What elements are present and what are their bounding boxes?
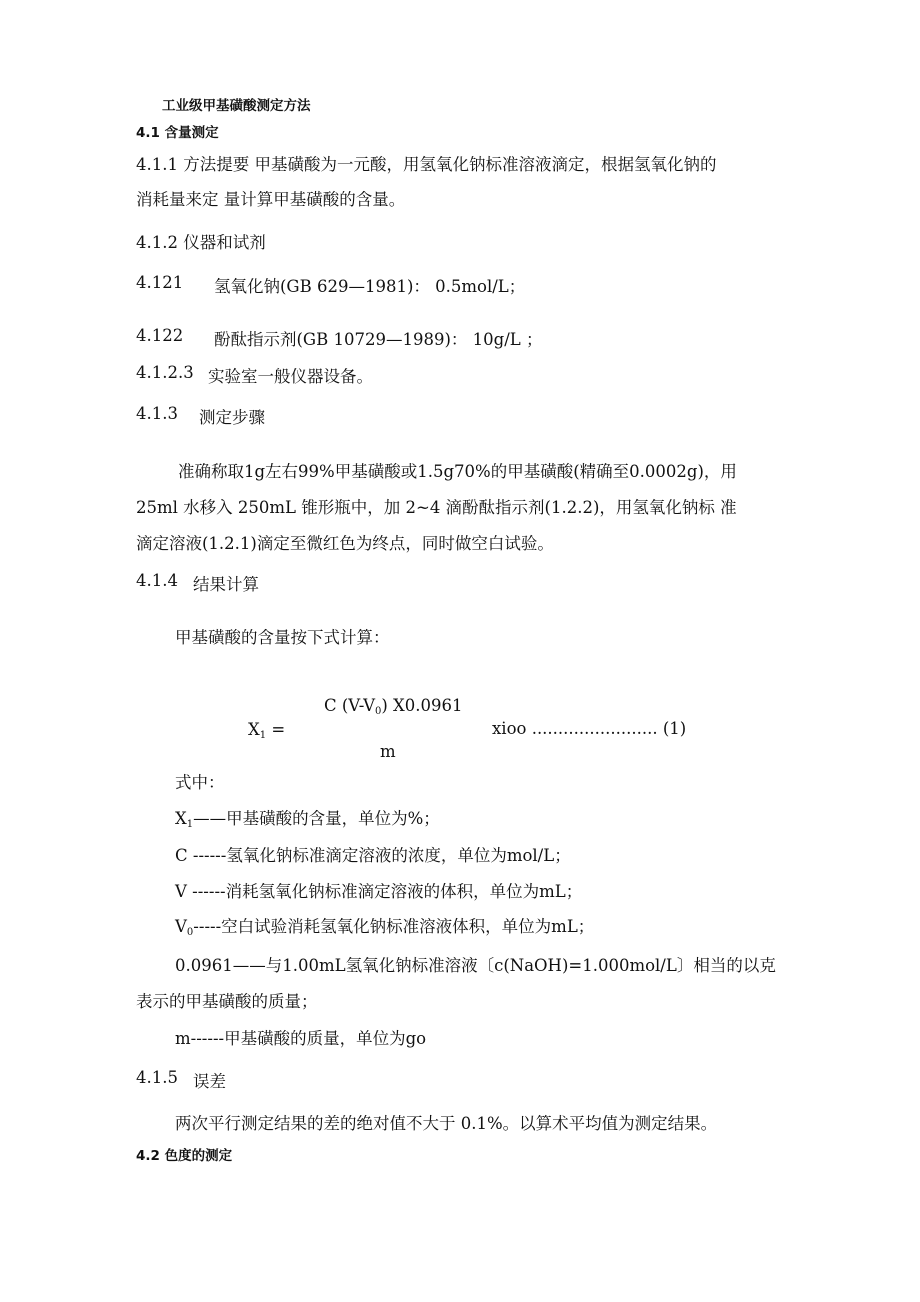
formula-numerator: C $(V-V_0)$ X0.0961 [324, 696, 463, 717]
procedure-line-3: 滴定溶液(1.2.1)滴定至微红色为终点，同时做空白试验。 [136, 534, 554, 553]
error-statement: 两次平行测定结果的差的绝对值不大于 0.1%。以算术平均值为测定结果。 [175, 1114, 718, 1133]
subsection-4-1-3-title: 测定步骤 [199, 408, 265, 427]
definition-v: V ------消耗氢氧化钠标准滴定溶液的体积，单位为mL； [175, 882, 583, 901]
item-4121-number: 4.121 [136, 273, 184, 292]
item-4123-text: 实验室一般仪器设备。 [208, 367, 373, 386]
definition-m: m------甲基磺酸的质量，单位为go [175, 1029, 427, 1048]
method-summary-line-2: 消耗量来定 量计算甲基磺酸的含量。 [136, 190, 406, 209]
definition-v0: $V_0-----$空白试验消耗氢氧化钠标准溶液体积，单位为mL； [175, 917, 595, 938]
method-summary-line-1: 4.1.1 方法提要 甲基磺酸为一元酸，用氢氧化钠标准溶液滴定，根据氢氧化钠的 [136, 155, 717, 174]
document-title: 工业级甲基磺酸测定方法 [162, 98, 311, 114]
subsection-4-1-2-heading: 4.1.2 仪器和试剂 [136, 233, 266, 252]
definition-x1: $X_1——$甲基磺酸的含量，单位为%； [175, 809, 440, 830]
subsection-4-1-4-title: 结果计算 [193, 575, 259, 594]
formula-lhs: $X_1$ = [248, 720, 286, 741]
subsection-4-1-3-number: 4.1.3 [136, 404, 178, 423]
where-label: 式中： [175, 773, 225, 792]
calculation-intro: 甲基磺酸的含量按下式计算： [175, 628, 390, 647]
definition-constant-line-1: 0.0961——与1.00mL氢氧化钠标准溶液〔c(NaOH)=1.000mol/L〕相当的以克 [175, 956, 776, 975]
definition-c: C ------氢氧化钠标准滴定溶液的浓度，单位为mol/L； [175, 846, 571, 865]
item-4121-text: 氢氧化钠(GB 629—1981)： 0.5mol/L； [214, 277, 526, 296]
item-4122-text: 酚酞指示剂(GB 10729—1989)： 10g/L ； [214, 330, 543, 349]
section-heading-4-2: 4.2 色度的测定 [136, 1148, 233, 1164]
formula-equation-number: xioo ........................ (1) [492, 719, 687, 738]
procedure-line-2: 25ml 水移入 250mL 锥形瓶中，加 2~4 滴酚酞指示剂(1.2.2)，用氢氧化钠标 准 [136, 498, 737, 517]
item-4123-number: 4.1.2.3 [136, 363, 194, 382]
subsection-4-1-4-number: 4.1.4 [136, 571, 178, 590]
definition-constant-line-2: 表示的甲基磺酸的质量； [136, 992, 318, 1011]
procedure-line-1: 准确称取1g左右99%甲基磺酸或1.5g70%的甲基磺酸(精确至0.0002g)，用 [178, 462, 737, 481]
item-4122-number: 4.122 [136, 326, 184, 345]
subsection-4-1-5-number: 4.1.5 [136, 1068, 178, 1087]
formula-denominator: m [380, 742, 396, 761]
subsection-4-1-5-title: 误差 [193, 1072, 226, 1091]
section-heading-4-1: 4.1 含量测定 [136, 125, 219, 141]
